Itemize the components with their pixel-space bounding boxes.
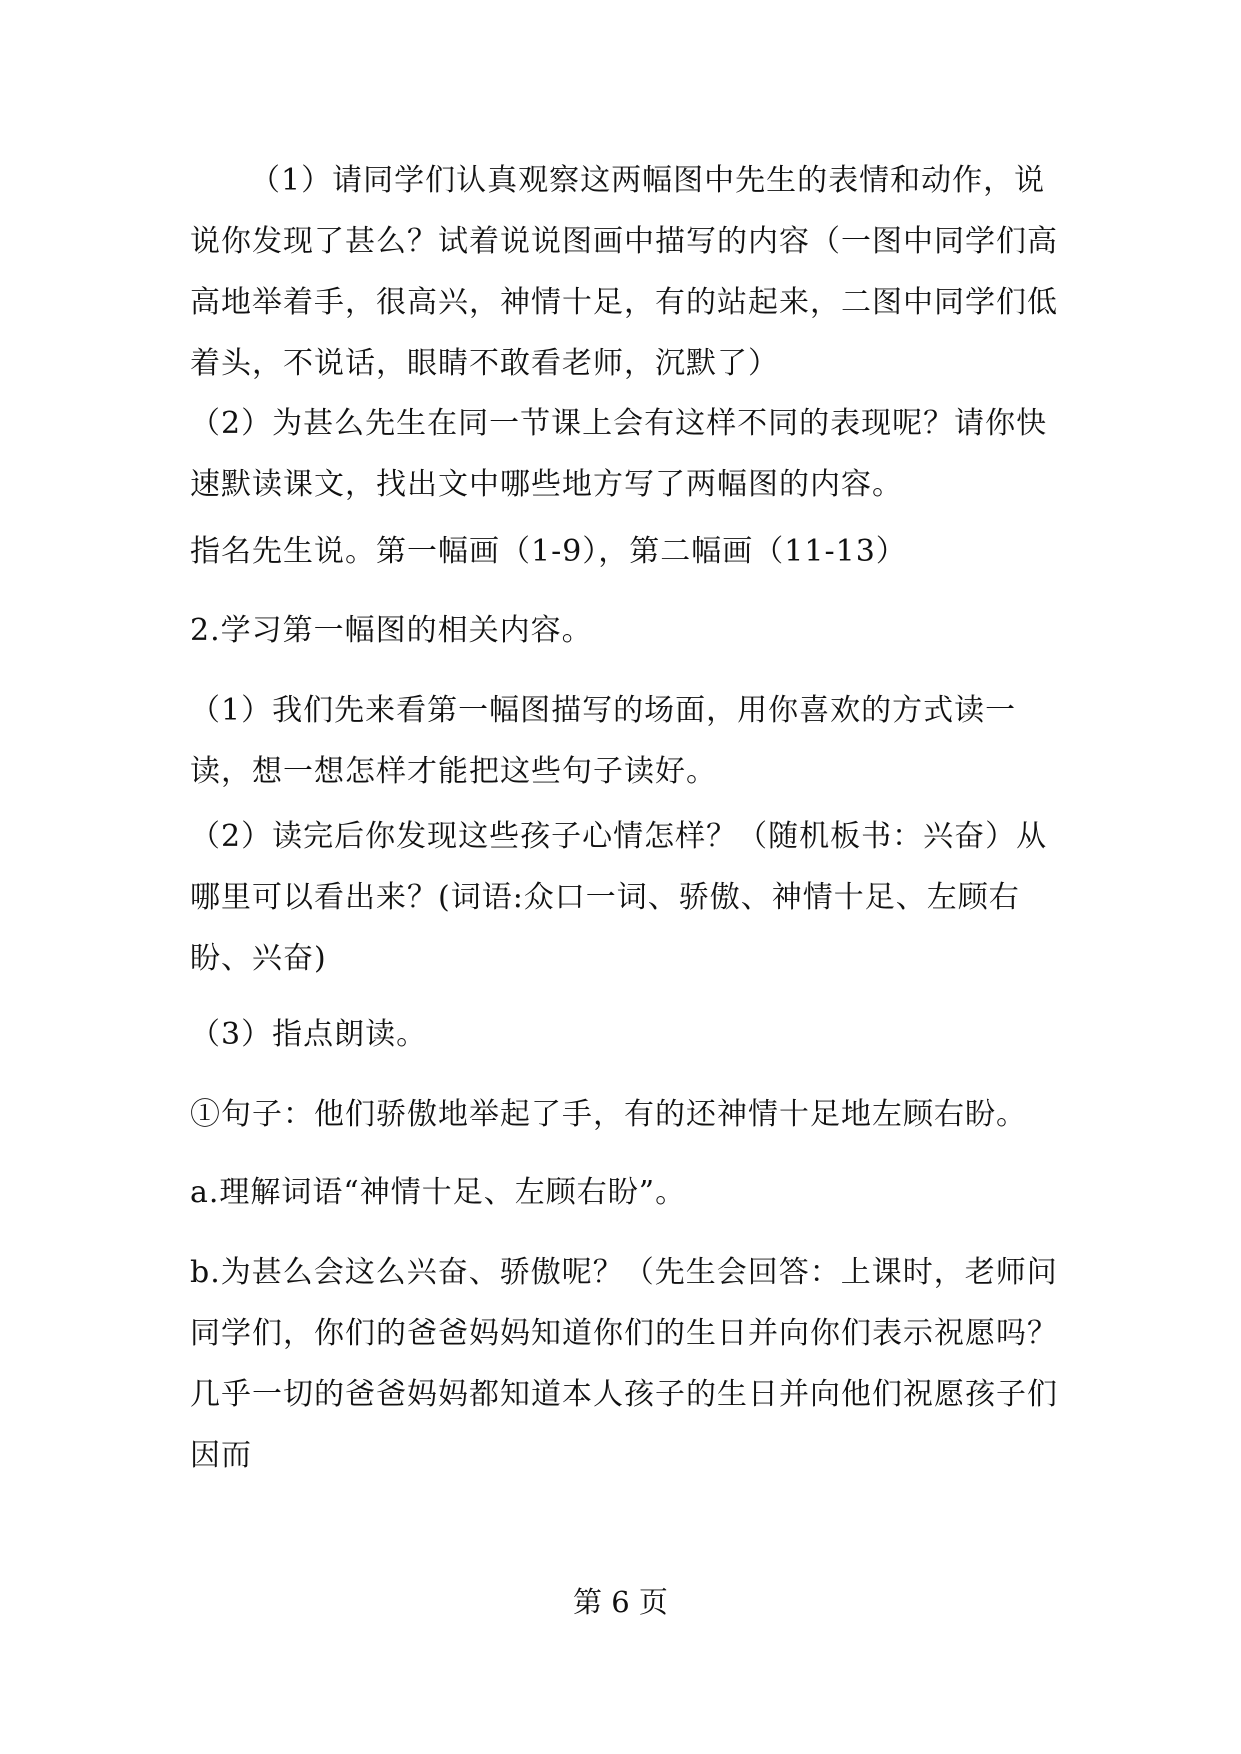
heading-learn-first-picture: 2.学习第一幅图的相关内容。 xyxy=(190,613,593,648)
paragraph-guided-reading: （3）指点朗读。 xyxy=(190,1017,428,1052)
paragraph-feelings: （2）读完后你发现这些孩子心情怎样？（随机板书：兴奋）从哪里可以看出来？(词语:众口一词、骄傲、神情十足、左顾右盼、兴奋) xyxy=(190,819,1048,976)
paragraph-why-different: （2）为甚么先生在同一节课上会有这样不同的表现呢？请你快速默读课文，找出文中哪些地方写了两幅图的内容。 xyxy=(190,406,1048,502)
page-number: 第 6 页 xyxy=(573,1585,668,1619)
paragraph-understand-words: a.理解词语“神情十足、左顾右盼”。 xyxy=(190,1175,687,1210)
paragraph-student-answer: 指名先生说。第一幅画（1-9），第二幅画（11-13） xyxy=(190,534,907,569)
paragraph-why-excited: b.为甚么会这么兴奋、骄傲呢？（先生会回答：上课时，老师问同学们，你们的爸爸妈妈知道你们的生日并向你们表示祝愿吗？几乎一切的爸爸妈妈都知道本人孩子的生日并向他们祝愿孩子们因而 xyxy=(190,1255,1058,1473)
paragraph-observe-pictures: （1）请同学们认真观察这两幅图中先生的表情和动作，说说你发现了甚么？试着说说图画中描写的内容（一图中同学们高高地举着手，很高兴，神情十足，有的站起来，二图中同学们低着头，不说话，眼睛不敢看老师，沉默了） xyxy=(190,163,1058,381)
paragraph-read-scene: （1）我们先来看第一幅图描写的场面，用你喜欢的方式读一读，想一想怎样才能把这些句子读好。 xyxy=(190,693,1017,789)
paragraph-sentence: ①句子：他们骄傲地举起了手，有的还神情十足地左顾右盼。 xyxy=(190,1097,1027,1132)
